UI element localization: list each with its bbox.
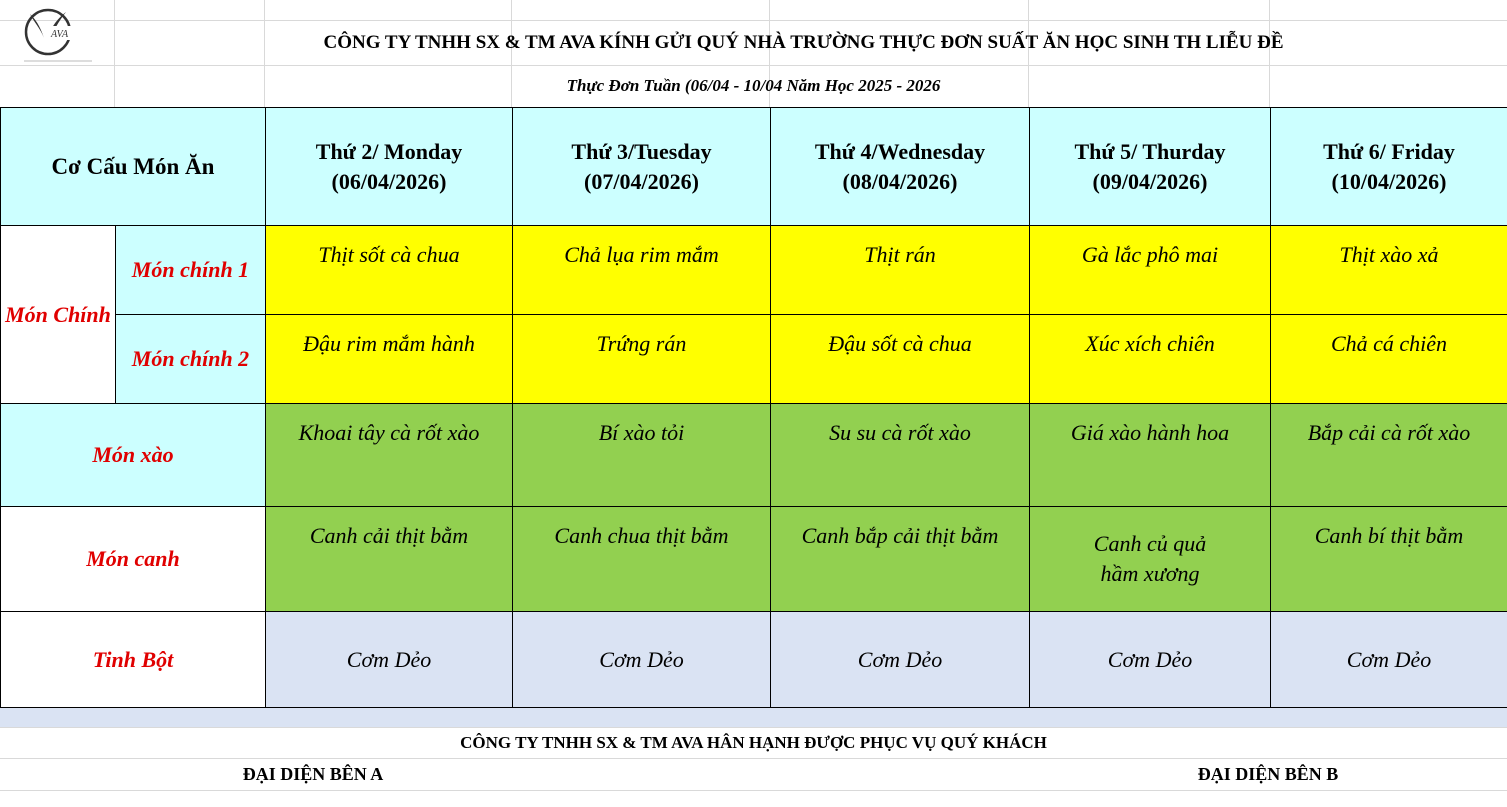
representative-b: ĐẠI DIỆN BÊN B xyxy=(1197,763,1339,784)
day-date: (10/04/2026) xyxy=(1331,168,1447,194)
dish-cell: Bí xào tỏi xyxy=(513,404,771,507)
company-title: CÔNG TY TNHH SX & TM AVA KÍNH GỬI QUÝ NHÀ TRƯỜNG THỰC ĐƠN SUẤT ĂN HỌC SINH TH LIỄU ĐỀ xyxy=(323,32,1284,53)
dish-cell: Thịt xào xả xyxy=(1271,226,1507,315)
row-soup xyxy=(1,507,1507,612)
dish-cell: Canh cải thịt bằm xyxy=(266,507,513,612)
row-main2 xyxy=(1,315,1507,404)
group-main-label: Món Chính xyxy=(1,226,116,404)
menu-table xyxy=(0,107,1507,708)
day-date: (07/04/2026) xyxy=(584,168,699,194)
structure-label: Cơ Cấu Món Ăn xyxy=(1,108,266,226)
row-label-soup: Món canh xyxy=(1,507,266,612)
dish-cell: Cơm Dẻo xyxy=(771,612,1030,708)
dish-cell: Su su cà rốt xào xyxy=(771,404,1030,507)
dish-cell: Thịt sốt cà chua xyxy=(266,226,513,315)
dish-cell: Canh bí thịt bằm xyxy=(1271,507,1507,612)
day-header-thursday xyxy=(1030,108,1271,226)
day-name: Thứ 6/ Friday xyxy=(1323,138,1455,164)
separator-band xyxy=(0,708,1507,727)
dish-cell: Chả lụa rim mắm xyxy=(513,226,771,315)
dish-cell: Gà lắc phô mai xyxy=(1030,226,1271,315)
dish-cell: Canh chua thịt bằm xyxy=(513,507,771,612)
day-date: (08/04/2026) xyxy=(842,168,958,194)
dish-cell: Canh củ quả hầm xương xyxy=(1030,507,1271,612)
row-stirfry xyxy=(1,404,1507,507)
row-label-starch: Tinh Bột xyxy=(1,612,266,708)
dish-cell: Khoai tây cà rốt xào xyxy=(266,404,513,507)
row-main1 xyxy=(1,226,1507,315)
day-header-tuesday xyxy=(513,108,771,226)
logo-text: AVA xyxy=(51,29,69,40)
dish-cell: Chả cá chiên xyxy=(1271,315,1507,404)
day-header-wednesday xyxy=(771,108,1030,226)
day-name: Thứ 5/ Thurday xyxy=(1074,138,1226,164)
sheet-gridline xyxy=(0,790,1507,791)
row-starch xyxy=(1,612,1507,708)
row-label-main2: Món chính 2 xyxy=(116,315,266,404)
day-header-monday xyxy=(266,108,513,226)
dish-cell: Giá xào hành hoa xyxy=(1030,404,1271,507)
day-header-friday xyxy=(1271,108,1507,226)
representative-a: ĐẠI DIỆN BÊN A xyxy=(242,763,384,784)
dish-cell: Trứng rán xyxy=(513,315,771,404)
row-label-stirfry: Món xào xyxy=(1,404,266,507)
dish-cell: Đậu sốt cà chua xyxy=(771,315,1030,404)
dish-cell: Đậu rim mắm hành xyxy=(266,315,513,404)
dish-cell: Cơm Dẻo xyxy=(513,612,771,708)
dish-cell: Cơm Dẻo xyxy=(1271,612,1507,708)
service-text: CÔNG TY TNHH SX & TM AVA HÂN HẠNH ĐƯỢC PHỤC VỤ QUÝ KHÁCH xyxy=(460,733,1047,752)
day-date: (06/04/2026) xyxy=(331,168,447,194)
week-title: Thực Đơn Tuần (06/04 - 10/04 Năm Học 2025 - 2026 xyxy=(566,76,941,95)
day-name: Thứ 2/ Monday xyxy=(315,138,463,164)
row-label-main1: Món chính 1 xyxy=(116,226,266,315)
header-row xyxy=(1,108,1507,226)
day-name: Thứ 4/Wednesday xyxy=(814,138,986,164)
dish-cell: Cơm Dẻo xyxy=(266,612,513,708)
company-logo xyxy=(18,6,98,64)
dish-cell: Cơm Dẻo xyxy=(1030,612,1271,708)
dish-cell: Canh bắp cải thịt bằm xyxy=(771,507,1030,612)
dish-cell: Bắp cải cà rốt xào xyxy=(1271,404,1507,507)
dish-cell: Thịt rán xyxy=(771,226,1030,315)
dish-cell: Xúc xích chiên xyxy=(1030,315,1271,404)
day-date: (09/04/2026) xyxy=(1092,168,1208,194)
day-name: Thứ 3/Tuesday xyxy=(571,138,712,164)
